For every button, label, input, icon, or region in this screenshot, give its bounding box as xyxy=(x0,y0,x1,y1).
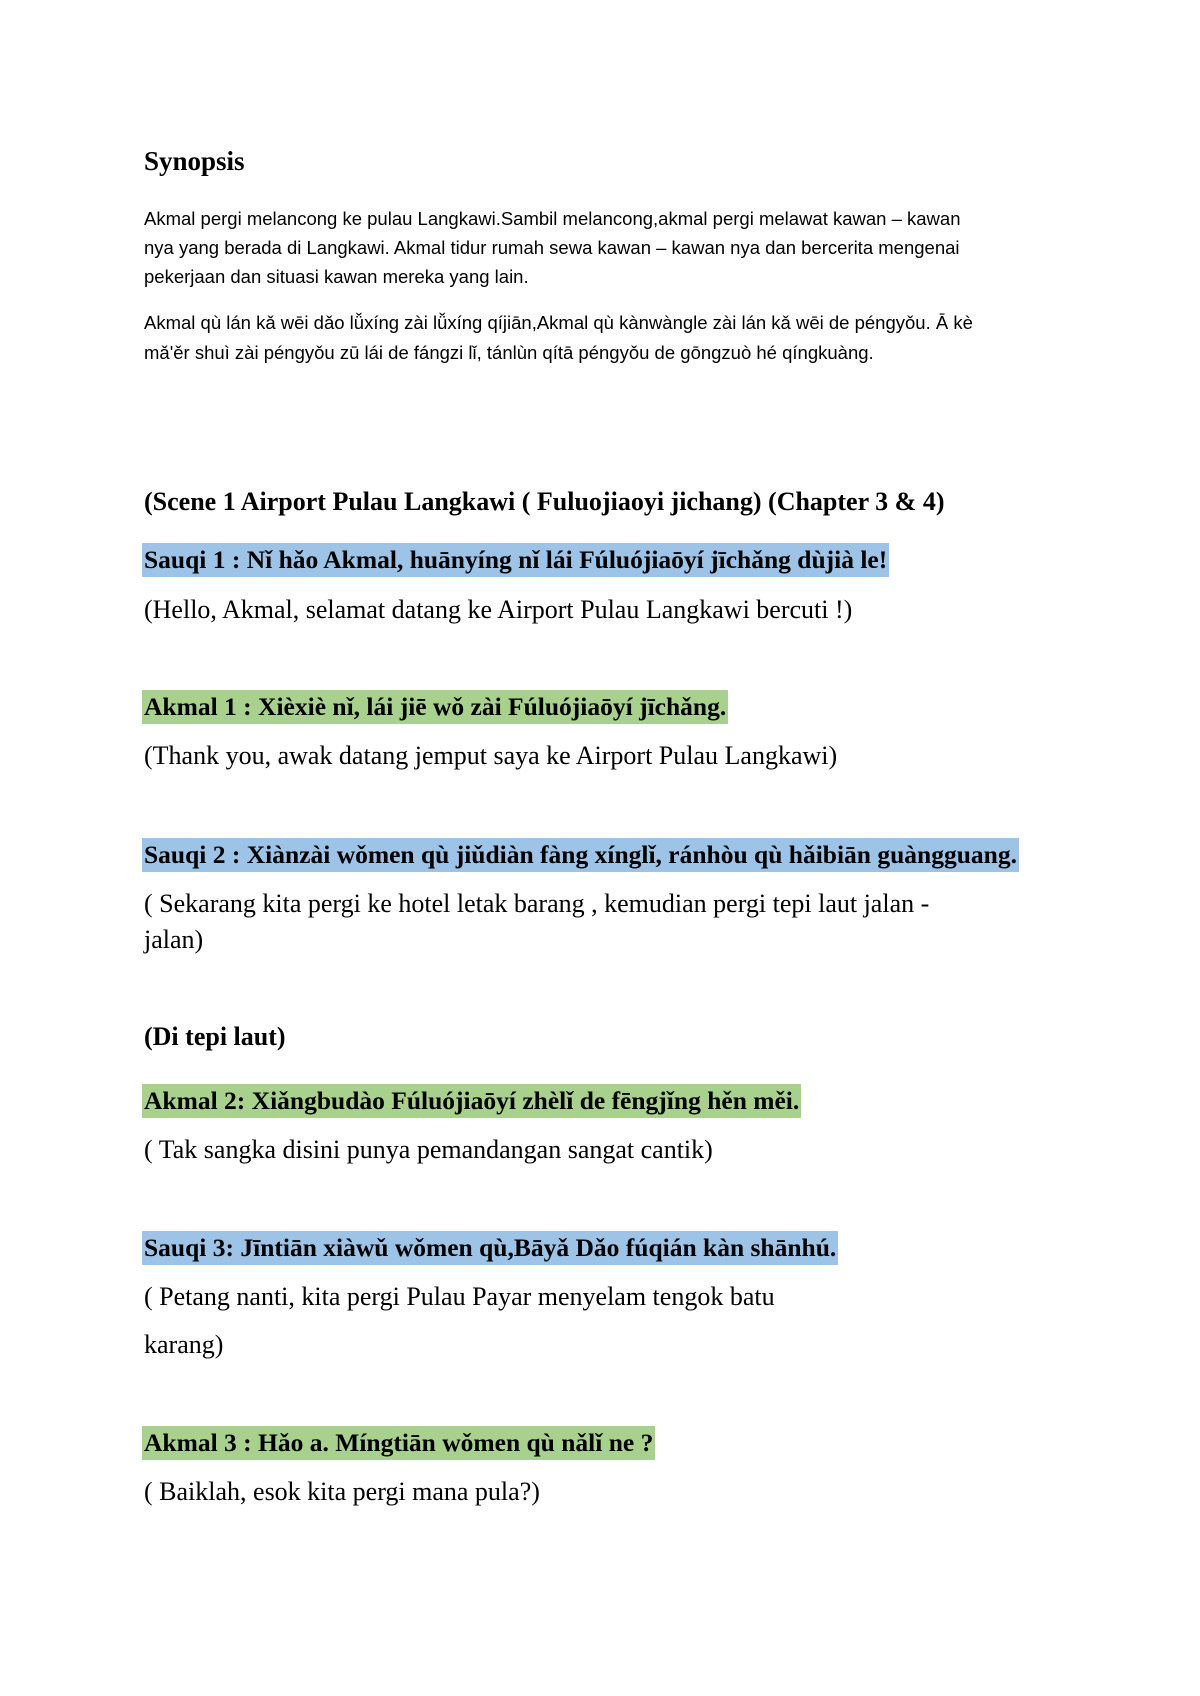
dialogue-akmal-1: Akmal 1 : Xièxiè nǐ, lái jiē wǒ zài Fúluójiaōyí jīchǎng. xyxy=(142,690,728,724)
dialogue-sauqi-3: Sauqi 3: Jīntiān xiàwǔ wǒmen qù,Bāyǎ Dǎo fúqián kàn shānhú. xyxy=(142,1231,838,1265)
translation-sauqi-3: ( Petang nanti, kita pergi Pulau Payar menyelam tengok batu xyxy=(144,1282,775,1311)
synopsis-malay-line: Akmal pergi melancong ke pulau Langkawi.Sambil melancong,akmal pergi melawat kawan – kawan xyxy=(144,208,961,229)
synopsis-pinyin-line: Akmal qù lán kǎ wēi dǎo lǚxíng zài lǚxíng qíjiān,Akmal qù kànwàngle zài lán kǎ wēi de péngyǒu. Ā kè xyxy=(144,312,973,333)
translation-akmal-3: ( Baiklah, esok kita pergi mana pula?) xyxy=(144,1477,540,1506)
dialogue-akmal-2: Akmal 2: Xiǎngbudào Fúluójiaōyí zhèlǐ de fēngjǐng hěn měi. xyxy=(142,1084,801,1118)
synopsis-malay-line: nya yang berada di Langkawi. Akmal tidur rumah sewa kawan – kawan nya dan bercerita mengenai xyxy=(144,237,960,258)
dialogue-sauqi-2: Sauqi 2 : Xiànzài wǒmen qù jiǔdiàn fàng xínglǐ, ránhòu qù hǎibiān guàngguang. xyxy=(142,838,1019,872)
translation-akmal-1: (Thank you, awak datang jemput saya ke Airport Pulau Langkawi) xyxy=(144,741,838,770)
translation-sauqi-2-cont: jalan) xyxy=(144,925,204,954)
translation-akmal-2: ( Tak sangka disini punya pemandangan sangat cantik) xyxy=(144,1135,713,1164)
scene-heading: (Scene 1 Airport Pulau Langkawi ( Fuluojiaoyi jichang) (Chapter 3 & 4) xyxy=(144,487,945,516)
sub-heading: (Di tepi laut) xyxy=(144,1022,286,1051)
synopsis-malay-line: pekerjaan dan situasi kawan mereka yang lain. xyxy=(144,266,529,287)
synopsis-pinyin-line: mǎ'ěr shuì zài péngyǒu zū lái de fángzi lǐ, tánlùn qítā péngyǒu de gōngzuò hé qíngkuàng. xyxy=(144,342,874,363)
dialogue-sauqi-1: Sauqi 1 : Nǐ hǎo Akmal, huānyíng nǐ lái Fúluójiaōyí jīchǎng dùjià le! xyxy=(142,543,889,577)
synopsis-title: Synopsis xyxy=(144,146,245,176)
dialogue-akmal-3: Akmal 3 : Hǎo a. Míngtiān wǒmen qù nǎlǐ ne ? xyxy=(142,1426,655,1460)
translation-sauqi-2: ( Sekarang kita pergi ke hotel letak barang , kemudian pergi tepi laut jalan - xyxy=(144,889,930,918)
translation-sauqi-1: (Hello, Akmal, selamat datang ke Airport Pulau Langkawi bercuti !) xyxy=(144,595,853,624)
translation-sauqi-3-cont: karang) xyxy=(144,1330,224,1359)
